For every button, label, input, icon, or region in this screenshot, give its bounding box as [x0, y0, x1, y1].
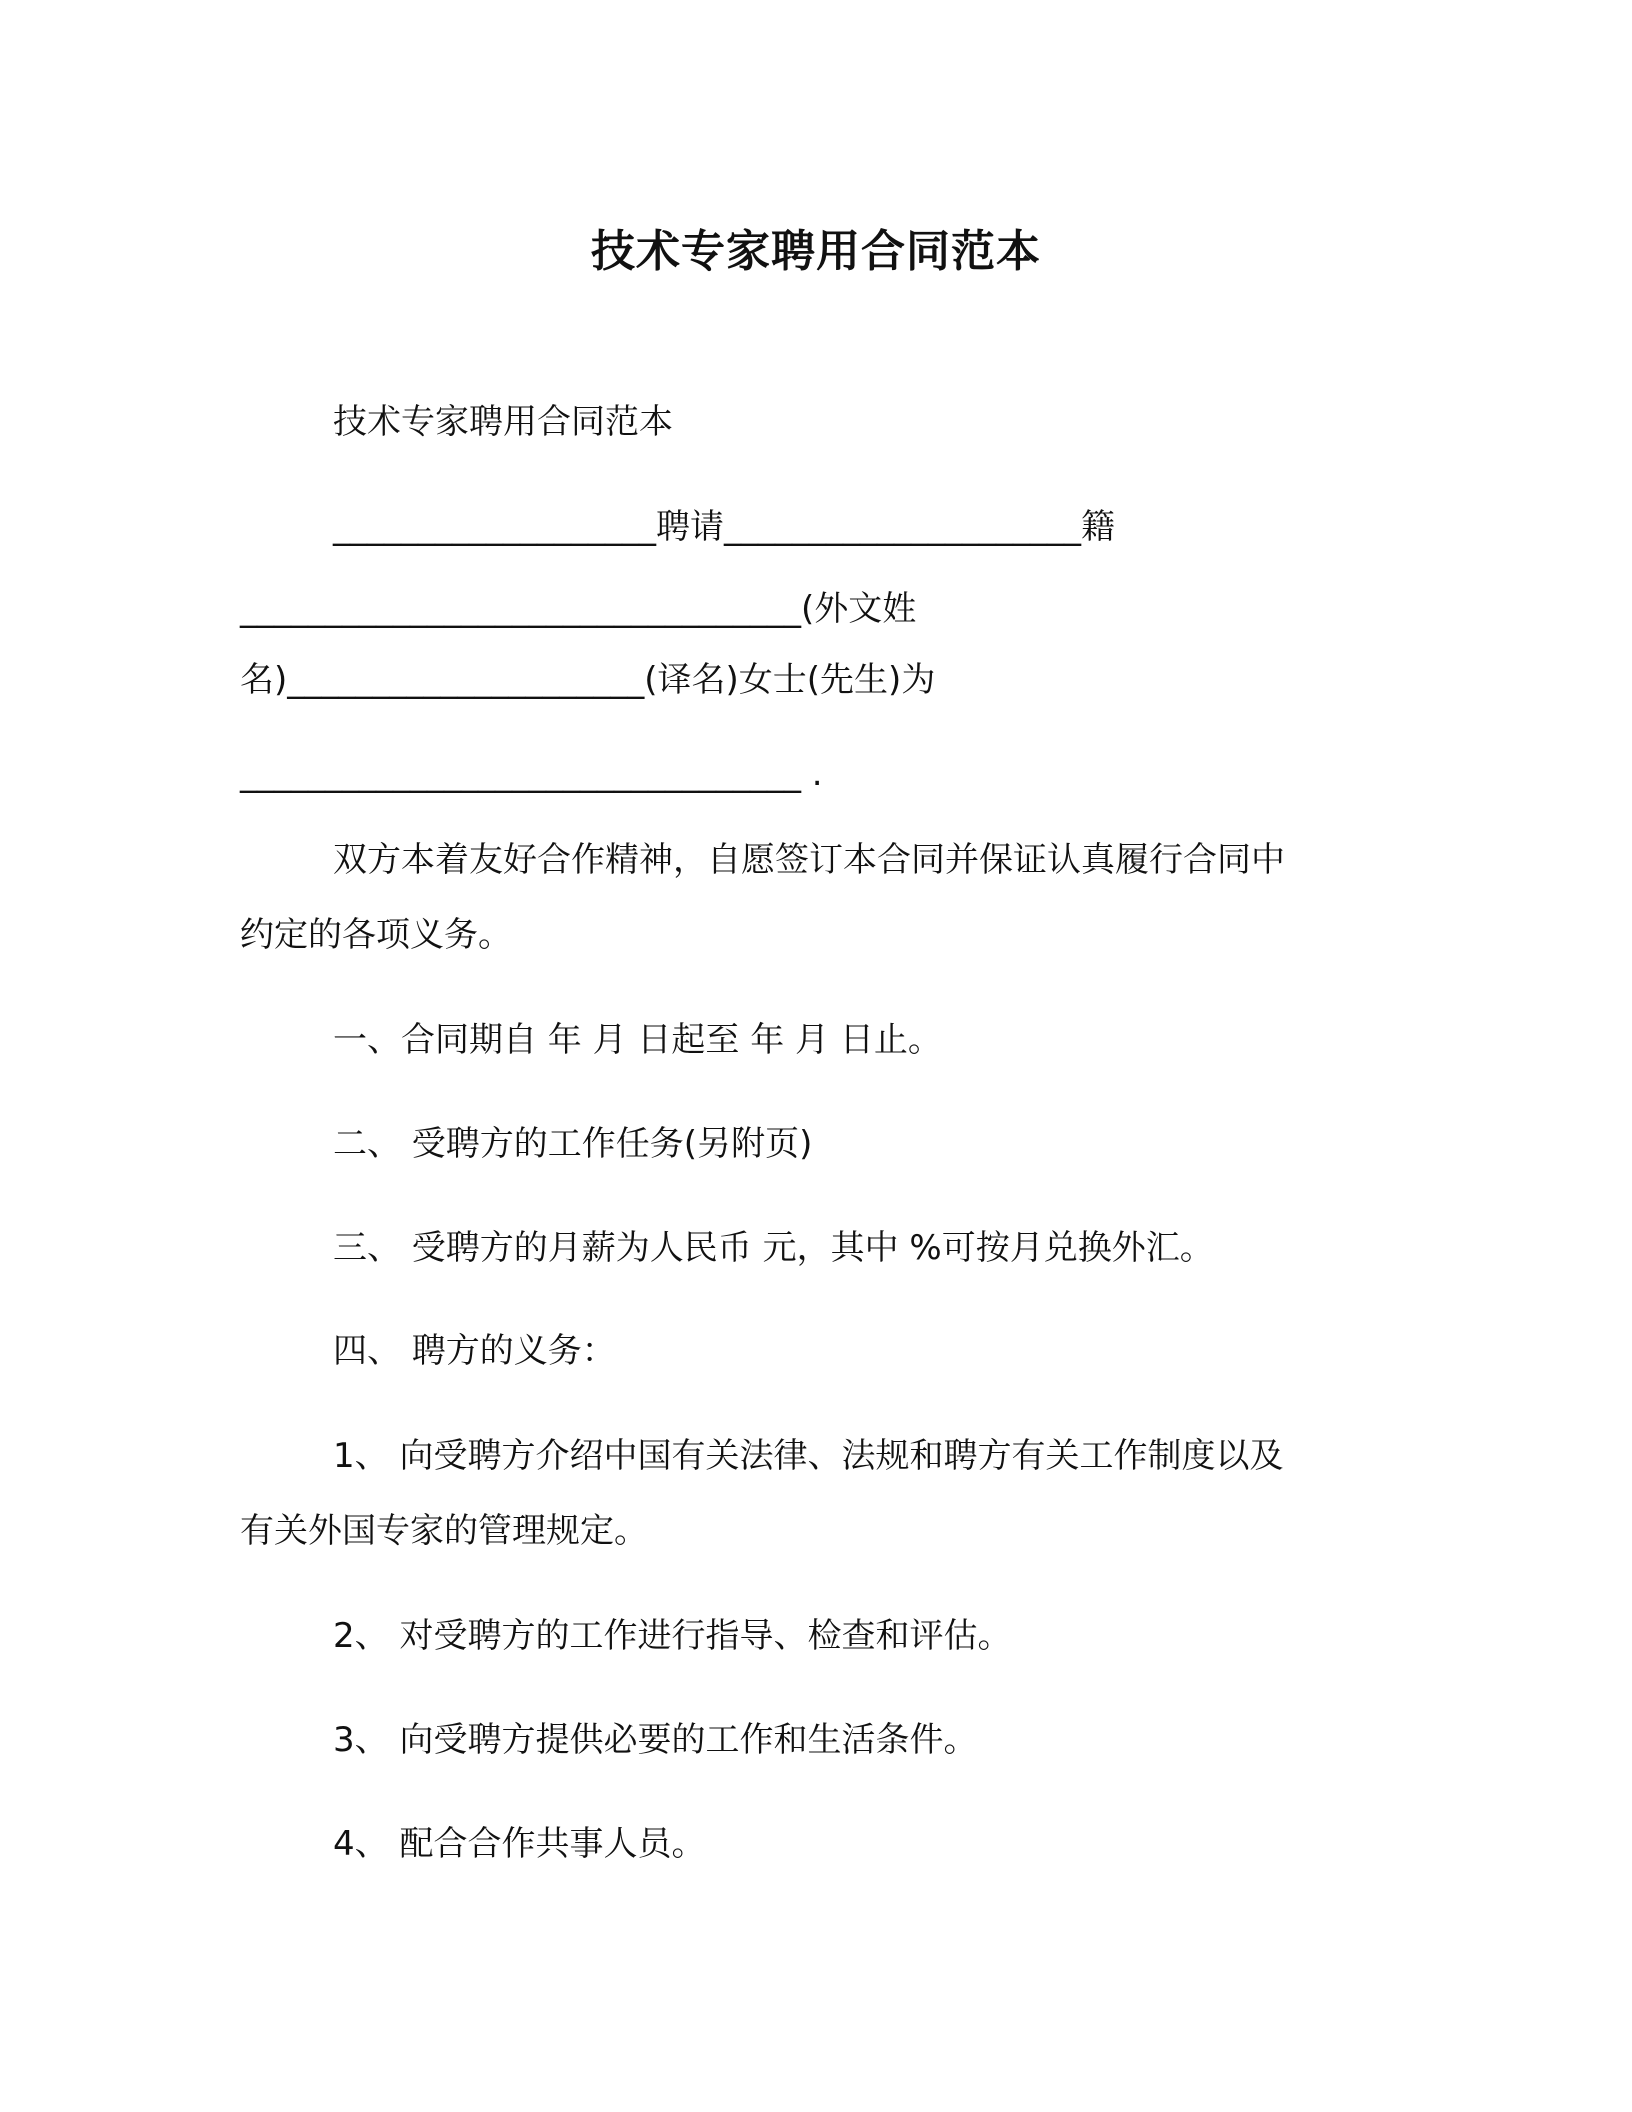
- document-title: 技术专家聘用合同范本: [591, 226, 1041, 277]
- subtitle-line: 技术专家聘用合同范本: [333, 402, 673, 442]
- clause-1-term: 一、合同期自 年 月 日起至 年 月 日止。: [333, 1020, 942, 1060]
- obligation-2: 2、 对受聘方的工作进行指导、检查和评估。: [333, 1616, 1012, 1656]
- obligation-1-line-2: 有关外国专家的管理规定。: [240, 1511, 648, 1551]
- preamble-line-1: 双方本着友好合作精神，自愿签订本合同并保证认真履行合同中: [333, 840, 1285, 880]
- translated-name-line: 名)_____________________(译名)女士(先生)为: [240, 660, 936, 700]
- obligation-3: 3、 向受聘方提供必要的工作和生活条件。: [333, 1720, 978, 1760]
- position-blank-line: _________________________________ .: [240, 754, 823, 794]
- foreign-name-blank-line: _________________________________(外文姓: [240, 589, 917, 629]
- obligation-1-line-1: 1、 向受聘方介绍中国有关法律、法规和聘方有关工作制度以及: [333, 1436, 1284, 1476]
- clause-3-salary: 三、 受聘方的月薪为人民币 元，其中 %可按月兑换外汇。: [333, 1228, 1214, 1268]
- clause-2-tasks: 二、 受聘方的工作任务(另附页): [333, 1124, 813, 1164]
- preamble-line-2: 约定的各项义务。: [240, 915, 512, 955]
- clause-4-heading: 四、 聘方的义务：: [333, 1331, 616, 1371]
- employer-blank-line: ___________________聘请_____________________籍: [333, 507, 1115, 547]
- obligation-4: 4、 配合合作共事人员。: [333, 1824, 706, 1864]
